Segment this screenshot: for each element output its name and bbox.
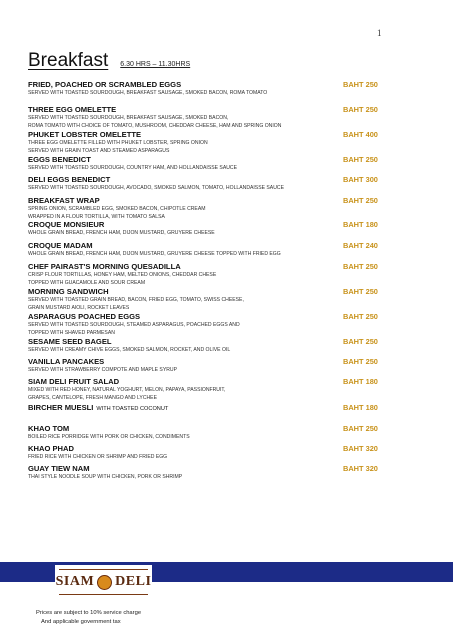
logo-rule-bottom (59, 594, 148, 595)
menu-item-name-text: CROQUE MADAM (28, 241, 93, 250)
menu-item-name-text: GUAY TIEW NAM (28, 464, 90, 473)
menu-item-name-text: THREE EGG OMELETTE (28, 105, 117, 114)
menu-item-description: WHOLE GRAIN BREAD, FRENCH HAM, DIJON MUSTARD, GRUYERE CHEESE TOPPED WITH FRIED EGG (28, 251, 281, 257)
menu-item (28, 220, 428, 241)
menu-item-description: ROMA TOMATO WITH CHOICE OF TOMATO, MUSHROOM, CHEDDAR CHEESE, HAM AND SPRING ONION (28, 122, 282, 129)
menu-item-description: THREE EGG OMELETTE FILLED WITH PHUKET LOBSTER, SPRING ONION (28, 140, 208, 146)
menu-item-price: BAHT 320 (343, 464, 378, 473)
menu-item-price: BAHT 300 (343, 175, 378, 184)
menu-item-price: BAHT 250 (343, 262, 378, 271)
menu-item-description: SPRING ONION, SCRAMBLED EGG, SMOKED BACON, CHIPOTLE CREAM (28, 206, 206, 212)
menu-item (28, 175, 428, 196)
menu-item-price: BAHT 250 (343, 287, 378, 296)
menu-items-list (28, 80, 428, 484)
page-number: 1 (377, 28, 382, 38)
menu-item-name-text: CROQUE MONSIEUR (28, 220, 105, 229)
menu-item-description: GRAIN MUSTARD AIOLI, ROCKET LEAVES (28, 304, 130, 311)
menu-item (28, 424, 428, 444)
menu-item-description: GRAPES, CANTELOPE, FRESH MANGO AND LYCHEE (28, 394, 157, 401)
menu-item (28, 241, 428, 262)
menu-item (28, 464, 428, 484)
menu-item-description: SERVED WITH TOASTED SOURDOUGH, BREAKFAST SAUSAGE, SMOKED BACON, (28, 115, 229, 121)
menu-item-price: BAHT 400 (343, 130, 378, 139)
menu-item (28, 130, 428, 155)
menu-item-description: TOPPED WITH GUACAMOLE AND SOUR CREAM (28, 279, 146, 286)
menu-item (28, 357, 428, 377)
menu-item-description: SERVED WITH CREAMY CHIVE EGGS, SMOKED SALMON, ROCKET, AND OLIVE OIL (28, 347, 231, 353)
menu-item-description: SERVED WITH TOASTED SOURDOUGH, BREAKFAST SAUSAGE, SMOKED BACON, ROMA TOMATO (28, 90, 268, 96)
menu-item-description: WHOLE GRAIN BREAD, FRENCH HAM, DIJON MUSTARD, GRUYERE CHEESE (28, 230, 215, 236)
menu-item-name-text: FRIED, POACHED OR SCRAMBLED EGGS (28, 80, 182, 89)
menu-item-price: BAHT 240 (343, 241, 378, 250)
menu-item (28, 403, 428, 424)
menu-item-description: TOPPED WITH SHAVED PARMESAN (28, 329, 115, 336)
logo-rule-top (59, 569, 148, 570)
sun-emblem-icon (97, 575, 112, 590)
menu-item-description: SERVED WITH TOASTED SOURDOUGH, AVOCADO, SMOKED SALMON, TOMATO, HOLLANDAISSE SAUCE (28, 185, 284, 191)
menu-item (28, 262, 428, 287)
menu-item (28, 80, 428, 105)
menu-item-name-text: MORNING SANDWICH (28, 287, 109, 296)
siam-deli-logo (55, 565, 152, 599)
menu-item-price: BAHT 250 (343, 155, 378, 164)
menu-item-description: THAI STYLE NOODLE SOUP WITH CHICKEN, PORK OR SHRIMP (28, 474, 183, 480)
menu-item-description: SERVED WITH TOASTED SOURDOUGH, COUNTRY HAM, AND HOLLANDAISSE SAUCE (28, 165, 237, 171)
menu-item-description: SERVED WITH STRAWBERRY COMPOTE AND MAPLE SYRUP (28, 367, 177, 373)
menu-item-name-text: CHEF PAIRAST'S MORNING QUESADILLA (28, 262, 181, 271)
menu-item-price: BAHT 250 (343, 196, 378, 205)
menu-item-price: BAHT 250 (343, 357, 378, 366)
menu-item-price: BAHT 180 (343, 220, 378, 229)
menu-item-description: SERVED WITH GRAIN TOAST AND STEAMED ASPARAGUS (28, 147, 170, 154)
menu-item (28, 105, 428, 130)
menu-item-price: BAHT 250 (343, 337, 378, 346)
price-note-line-2: And applicable government tax (41, 619, 121, 625)
menu-item (28, 377, 428, 403)
menu-item-name-suffix: WITH TOASTED COCONUT (96, 406, 169, 412)
menu-item-description: WRAPPED IN A FLOUR TORTILLA, WITH TOMATO SALSA (28, 213, 165, 220)
logo-text-right: DELI (115, 574, 152, 589)
price-note (36, 609, 141, 627)
menu-item-price: BAHT 250 (343, 80, 378, 89)
price-note-line-1: Prices are subject to 10% service charge (36, 610, 142, 616)
menu-item-description: SERVED WITH TOASTED SOURDOUGH, STEAMED ASPARAGUS, POACHED EGGS AND (28, 322, 240, 328)
menu-item-description: CRISP FLOUR TORTILLAS, HONEY HAM, MELTED ONIONS, CHEDDAR CHESE (28, 272, 217, 278)
menu-item-name-text: PHUKET LOBSTER OMELETTE (28, 130, 142, 139)
menu-item-name-text: KHAO TOM (28, 424, 70, 433)
menu-header (28, 50, 190, 72)
menu-item (28, 444, 428, 464)
menu-item-price: BAHT 250 (343, 105, 378, 114)
menu-item (28, 196, 428, 220)
logo-text-left: SIAM (55, 574, 95, 589)
page-title: Breakfast (28, 50, 109, 71)
menu-item-description: BOILED RICE PORRIDGE WITH PORK OR CHICKEN, CONDIMENTS (28, 434, 190, 440)
menu-item-name-text: KHAO PHAD (28, 444, 74, 453)
menu-item-name-text: SESAME SEED BAGEL (28, 337, 112, 346)
menu-item (28, 312, 428, 337)
menu-item-price: BAHT 250 (343, 312, 378, 321)
menu-item-name-text: EGGS BENEDICT (28, 155, 91, 164)
menu-item (28, 287, 428, 312)
menu-item-price: BAHT 180 (343, 377, 378, 386)
menu-item-description: SERVED WITH TOASTED GRAIN BREAD, BACON, FRIED EGG, TOMATO, SWISS CHEESE, (28, 297, 244, 303)
service-hours: 6.30 HRS – 11.30HRS (120, 61, 191, 68)
menu-item-description: FRIED RICE WITH CHICKEN OR SHRIMP AND FRIED EGG (28, 454, 168, 460)
menu-item (28, 155, 428, 175)
menu-item-price: BAHT 250 (343, 424, 378, 433)
menu-item-price: BAHT 180 (343, 403, 378, 412)
menu-item-name-text: BREAKFAST WRAP (28, 196, 100, 205)
menu-item-description: MIXED WITH RED HONEY, NATURAL YOGHURT, MELON, PAPAYA, PASSIONFRUIT, (28, 387, 226, 393)
menu-item-name-text: BIRCHER MUESLI (28, 403, 94, 412)
menu-item-name-text: VANILLA PANCAKES (28, 357, 105, 366)
menu-item-name-text: SIAM DELI FRUIT SALAD (28, 377, 120, 386)
menu-item (28, 337, 428, 357)
menu-item-name-text: DELI EGGS BENEDICT (28, 175, 111, 184)
menu-item-name-text: ASPARAGUS POACHED EGGS (28, 312, 141, 321)
menu-item-price: BAHT 320 (343, 444, 378, 453)
